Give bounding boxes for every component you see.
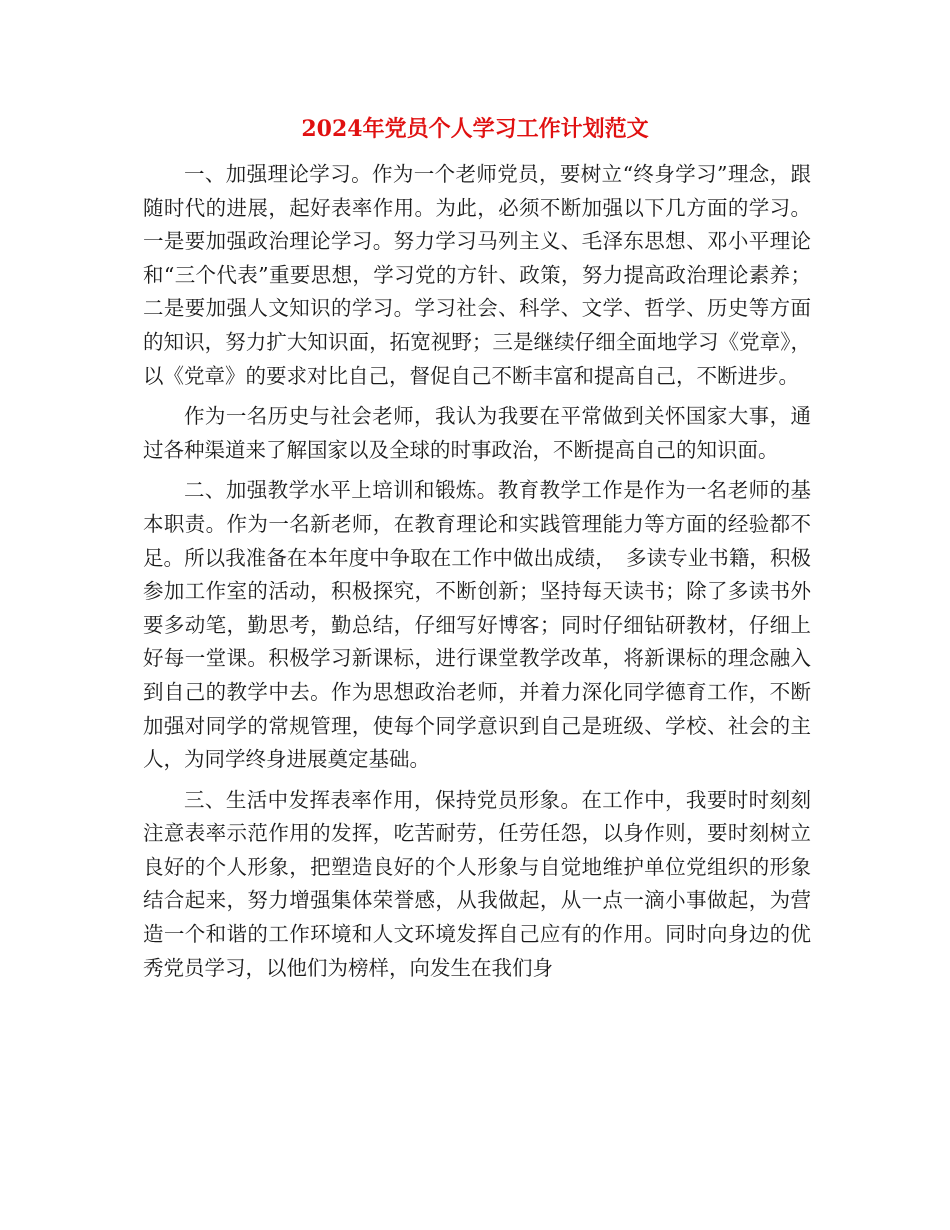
paragraph-life-example: 三、生活中发挥表率作用，保持党员形象。在工作中，我要时时刻刻注意表率示范作用的发挥，吃苦耐劳，任劳任怨，以身作则，要时刻树立良好的个人形象，把塑造良好的个人形象与自觉地维护单位党组织的形象结合起来，努力增强集体荣誉感，从我做起，从一点一滴小事做起，为营造一个和谐的工作环境和人文环境发挥自己应有的作用。同时向身边的优秀党员学习，以他们为榜样，向发生在我们身 xyxy=(143,787,811,980)
paragraph-history-teacher: 作为一名历史与社会老师，我认为我要在平常做到关怀国家大事，通过各种渠道来了解国家以及全球的时事政治，不断提高自己的知识面。 xyxy=(143,404,811,462)
document-title: 2024年党员个人学习工作计划范文 xyxy=(301,116,649,142)
paragraph-teaching-training: 二、加强教学水平上培训和锻炼。教育教学工作是作为一名老师的基本职责。作为一名新老师，在教育理论和实践管理能力等方面的经验都不足。所以我准备在本年度中争取在工作中做出成绩， 多读专业书籍，积极参加工作室的活动，积极探究，不断创新；坚持每天读书；除了多读书外要多动笔，勤思考，勤总结，仔细写好博客；同时仔细钻研教材，仔细上好每一堂课。积极学习新课标，进行课堂教学改革，将新课标的理念融入到自己的教学中去。作为思想政治老师，并着力深化同学德育工作，不断加强对同学的常规管理，使每个同学意识到自己是班级、学校、社会的主人，为同学终身进展奠定基础。 xyxy=(143,478,811,772)
document-body xyxy=(143,158,811,992)
paragraph-theory-study: 一、加强理论学习。作为一个老师党员，要树立“终身学习”理念，跟随时代的进展，起好表率作用。为此，必须不断加强以下几方面的学习。一是要加强政治理论学习。努力学习马列主义、毛泽东思想、邓小平理论和“三个代表”重要思想，学习党的方针、政策，努力提高政治理论素养；二是要加强人文知识的学习。学习社会、科学、文学、哲学、历史等方面的知识，努力扩大知识面，拓宽视野；三是继续仔细全面地学习《党章》，以《党章》的要求对比自己，督促自己不断丰富和提高自己，不断进步。 xyxy=(143,162,811,388)
